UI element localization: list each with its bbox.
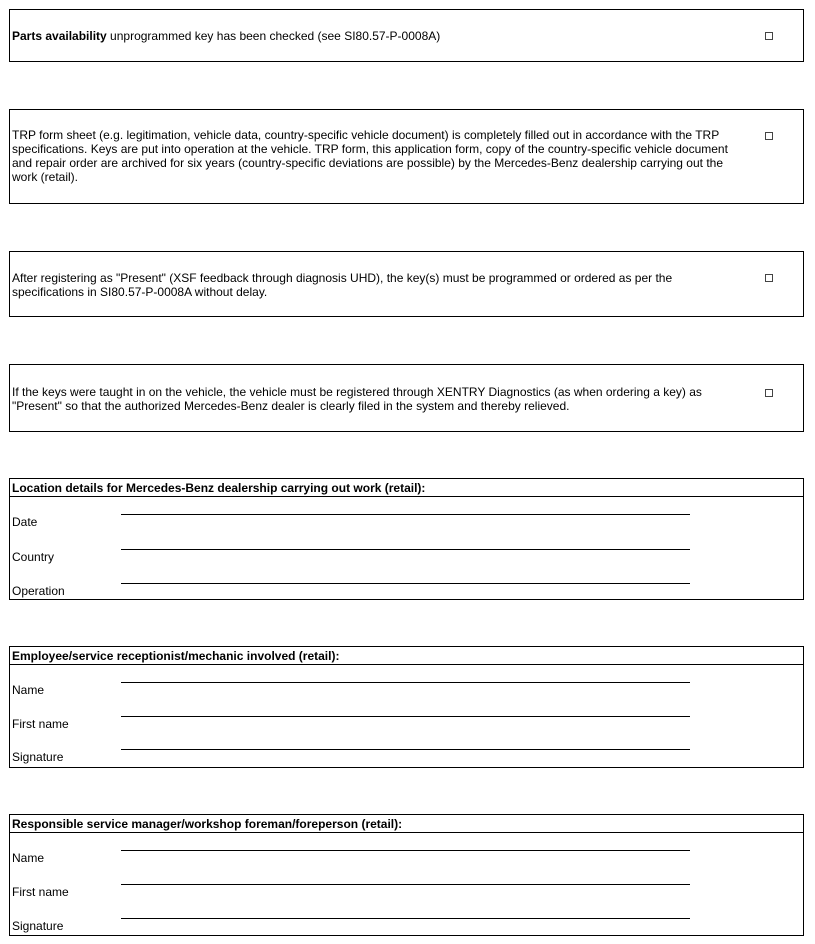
check-item-body: unprogrammed key has been checked (see SI80.57-P-0008A) bbox=[106, 29, 441, 43]
field-input-operation[interactable] bbox=[121, 583, 690, 584]
section-service-manager bbox=[9, 814, 804, 936]
section-title: Employee/service receptionist/mechanic involved (retail): bbox=[10, 647, 803, 665]
check-item-present-registration bbox=[9, 251, 804, 317]
check-item-bold: Parts availability bbox=[12, 29, 107, 43]
checkbox[interactable] bbox=[765, 132, 773, 140]
field-label-operation: Operation bbox=[12, 584, 65, 598]
field-input-name[interactable] bbox=[121, 850, 690, 851]
check-item-text bbox=[12, 128, 747, 184]
field-label-date: Date bbox=[12, 515, 38, 529]
check-item-parts-availability bbox=[9, 9, 804, 62]
field-label-first-name: First name bbox=[12, 717, 69, 731]
check-item-text bbox=[12, 29, 747, 43]
section-title: Responsible service manager/workshop foreman/foreperson (retail): bbox=[10, 815, 803, 833]
field-input-signature[interactable] bbox=[121, 749, 690, 750]
check-item-text bbox=[12, 385, 747, 413]
field-input-date[interactable] bbox=[121, 514, 690, 515]
field-input-first-name[interactable] bbox=[121, 884, 690, 885]
field-label-country: Country bbox=[12, 550, 55, 564]
checkbox[interactable] bbox=[765, 32, 773, 40]
check-item-body: TRP form sheet (e.g. legitimation, vehicle data, country-specific vehicle document) is completely filled out in accordance with the TRP specifications. Keys are put into operation at the vehicle. TRP form, this application form, copy of the country-specific vehicle document and repair order are archived for six years (country-specific deviations are possible) by the Mercedes-Benz dealership carrying out the work (retail). bbox=[12, 128, 728, 184]
field-input-country[interactable] bbox=[121, 549, 690, 550]
field-input-signature[interactable] bbox=[121, 918, 690, 919]
check-item-body: After registering as "Present" (XSF feedback through diagnosis UHD), the key(s) must be programmed or ordered as per the specifications in SI80.57-P-0008A without delay. bbox=[12, 271, 673, 299]
field-input-first-name[interactable] bbox=[121, 716, 690, 717]
section-title: Location details for Mercedes-Benz dealership carrying out work (retail): bbox=[10, 479, 803, 497]
check-item-body: If the keys were taught in on the vehicle, the vehicle must be registered through XENTRY Diagnostics (as when ordering a key) as "Present" so that the authorized Mercedes-Benz dealer is clearly filed in the system and thereby relieved. bbox=[12, 385, 702, 413]
check-item-xentry-registration bbox=[9, 364, 804, 432]
check-item-trp-form bbox=[9, 109, 804, 204]
checkbox[interactable] bbox=[765, 274, 773, 282]
field-label-name: Name bbox=[12, 683, 45, 697]
field-label-signature: Signature bbox=[12, 919, 64, 933]
section-location-details bbox=[9, 478, 804, 600]
field-input-name[interactable] bbox=[121, 682, 690, 683]
check-item-text bbox=[12, 271, 747, 299]
field-label-name: Name bbox=[12, 851, 45, 865]
field-label-signature: Signature bbox=[12, 750, 64, 764]
checkbox[interactable] bbox=[765, 389, 773, 397]
section-employee bbox=[9, 646, 804, 768]
field-label-first-name: First name bbox=[12, 885, 69, 899]
